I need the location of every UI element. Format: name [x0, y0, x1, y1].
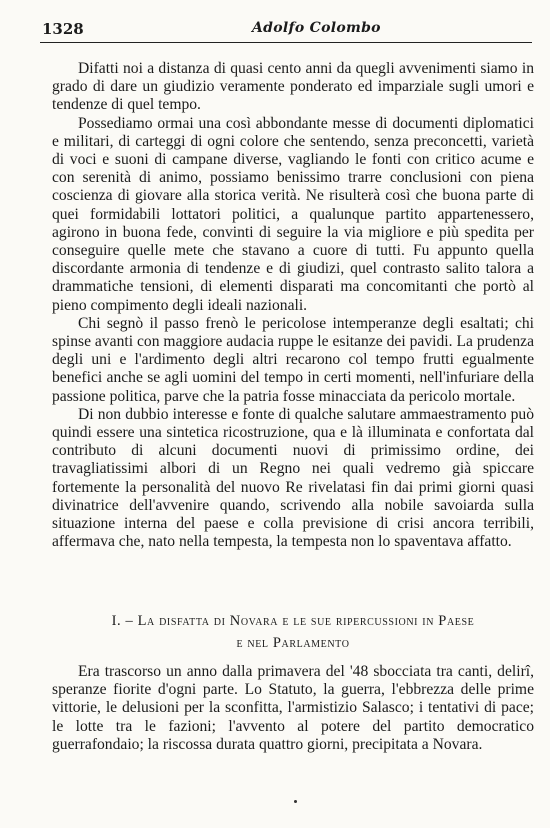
page-number: 1328	[42, 20, 84, 38]
paragraph: Difatti noi a distanza di quasi cento anni da quegli avvenimenti siamo in grado di dare un giudizio veramente ponderato ed imparziale sugli umori e tendenze di quel tempo.	[52, 60, 534, 114]
paragraph: Di non dubbio interesse e fonte di qualche salutare ammaestramento può quindi essere una sintetica ricostruzione, qua e là illuminata e confortata dal contributo di alcuni documenti nuovi di primissimo ordine, dei travagliatissimi albori di un Regno nei quali vedremo già spiccare fortemente la personalità del nuovo Re rivelatasi fin dai primi giorni quasi divinatrice dell'avvenire quando, scrivendo alla nobile savoiarda sulla situazione interna del paese e colla previsione di crisi ancora terribili, affermava che, nato nella tempesta, la tempesta non lo spaventava affatto.	[52, 405, 534, 551]
section-body	[52, 663, 534, 754]
paragraph: Era trascorso un anno dalla primavera del '48 sbocciata tra canti, delirî, speranze fiorite d'ogni parte. Lo Statuto, la guerra, l'ebbrezza delle prime vittorie, le delusioni per la sconfitta, l'armistizio Salasco; i tentativi di pace; le lotte tra le fazioni; l'avvento al potere del partito democratico guerrafondaio; la riscossa durata quattro giorni, precipitata a Novara.	[52, 663, 534, 753]
running-title: Adolfo Colombo	[252, 20, 381, 36]
ink-dot	[294, 800, 297, 803]
section-heading-line: e nel Parlamento	[236, 635, 350, 651]
paragraph: Possediamo ormai una così abbondante messe di documenti diplomatici e militari, di carteggi di ogni colore che sentendo, senza preconcetti, varietà di voci e suoni di campane diverse, vagliando le fonti con critico acume e con serenità di animo, possiamo benissimo trarre conclusioni con piena coscienza di giovare alla storica verità. Ne risulterà così che buona parte di quei formidabili lottatori politici, a qualunque partito appartenessero, agirono in buona fede, convinti di seguire la via migliore e più spedita per conseguire quelle mete che stavano a cuore di tutti. Fu appunto quella discordante armonia di tendenze e di giudizi, quel contrasto salito talora a drammatiche tensioni, di elementi disparati ma concomitanti che portò al pieno compimento degli ideali nazionali.	[52, 114, 534, 314]
section-heading-line: I. – La disfatta di Novara e le sue ripercussioni in Paese	[111, 613, 475, 629]
page-header	[42, 20, 530, 42]
body-text	[52, 60, 534, 551]
section-heading	[52, 610, 534, 654]
paragraph: Chi segnò il passo frenò le pericolose intemperanze degli esaltati; chi spinse avanti con maggiore audacia ruppe le esitanze dei pavidi. La prudenza degli uni e l'ardimento degli altri recarono col tempo frutti egualmente benefici anche se agli uomini del tempo in certi momenti, nell'infuriare della passione politica, parve che la patria fosse minacciata da pericolo mortale.	[52, 314, 534, 405]
header-rule	[40, 42, 532, 43]
